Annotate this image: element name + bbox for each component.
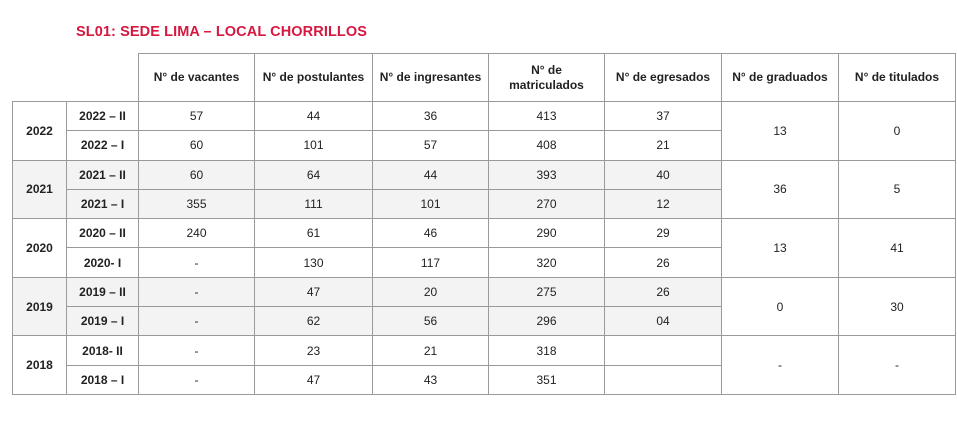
vacantes-cell: 240 — [139, 219, 255, 248]
vacantes-cell: - — [139, 248, 255, 277]
year-cell: 2020 — [13, 219, 67, 278]
header-ingresantes: N° de ingresantes — [373, 54, 489, 102]
egresados-cell: 40 — [605, 160, 722, 189]
ingresantes-cell: 46 — [373, 219, 489, 248]
header-postulantes: N° de postulantes — [255, 54, 373, 102]
header-blank-year — [13, 54, 67, 102]
table-row — [13, 336, 956, 365]
header-vacantes: N° de vacantes — [139, 54, 255, 102]
postulantes-cell: 23 — [255, 336, 373, 365]
postulantes-cell: 62 — [255, 307, 373, 336]
ingresantes-cell: 36 — [373, 102, 489, 131]
header-titulados: N° de titulados — [839, 54, 956, 102]
egresados-cell — [605, 336, 722, 365]
table-row — [13, 160, 956, 189]
semester-cell: 2018 – I — [67, 365, 139, 394]
semester-cell: 2021 – I — [67, 189, 139, 218]
egresados-cell: 26 — [605, 248, 722, 277]
matriculados-cell: 393 — [489, 160, 605, 189]
vacantes-cell: 60 — [139, 160, 255, 189]
vacantes-cell: 355 — [139, 189, 255, 218]
graduados-cell: 13 — [722, 219, 839, 278]
header-egresados: N° de egresados — [605, 54, 722, 102]
year-cell: 2019 — [13, 277, 67, 336]
matriculados-cell: 408 — [489, 131, 605, 160]
postulantes-cell: 44 — [255, 102, 373, 131]
header-blank-semester — [67, 54, 139, 102]
page-title: SL01: SEDE LIMA – LOCAL CHORRILLOS — [76, 24, 368, 40]
semester-cell: 2022 – II — [67, 102, 139, 131]
semester-cell: 2020 – II — [67, 219, 139, 248]
graduados-cell: - — [722, 336, 839, 395]
ingresantes-cell: 43 — [373, 365, 489, 394]
year-cell: 2022 — [13, 102, 67, 161]
semester-cell: 2021 – II — [67, 160, 139, 189]
graduados-cell: 0 — [722, 277, 839, 336]
header-graduados: N° de graduados — [722, 54, 839, 102]
egresados-cell — [605, 365, 722, 394]
table-row — [13, 102, 956, 131]
ingresantes-cell: 21 — [373, 336, 489, 365]
matriculados-cell: 296 — [489, 307, 605, 336]
statistics-table — [12, 53, 956, 395]
matriculados-cell: 275 — [489, 277, 605, 306]
matriculados-cell: 413 — [489, 102, 605, 131]
vacantes-cell: 57 — [139, 102, 255, 131]
egresados-cell: 29 — [605, 219, 722, 248]
ingresantes-cell: 101 — [373, 189, 489, 218]
ingresantes-cell: 57 — [373, 131, 489, 160]
table-body — [13, 102, 956, 395]
postulantes-cell: 130 — [255, 248, 373, 277]
egresados-cell: 21 — [605, 131, 722, 160]
egresados-cell: 04 — [605, 307, 722, 336]
postulantes-cell: 111 — [255, 189, 373, 218]
vacantes-cell: - — [139, 336, 255, 365]
titulados-cell: 5 — [839, 160, 956, 219]
semester-cell: 2022 – I — [67, 131, 139, 160]
vacantes-cell: - — [139, 307, 255, 336]
semester-cell: 2020- I — [67, 248, 139, 277]
ingresantes-cell: 44 — [373, 160, 489, 189]
ingresantes-cell: 20 — [373, 277, 489, 306]
table-row — [13, 219, 956, 248]
matriculados-cell: 351 — [489, 365, 605, 394]
titulados-cell: 30 — [839, 277, 956, 336]
titulados-cell: 41 — [839, 219, 956, 278]
postulantes-cell: 61 — [255, 219, 373, 248]
postulantes-cell: 64 — [255, 160, 373, 189]
titulados-cell: - — [839, 336, 956, 395]
semester-cell: 2018- II — [67, 336, 139, 365]
vacantes-cell: - — [139, 365, 255, 394]
vacantes-cell: 60 — [139, 131, 255, 160]
egresados-cell: 26 — [605, 277, 722, 306]
postulantes-cell: 101 — [255, 131, 373, 160]
header-matriculados-label: N° de matriculados — [509, 62, 584, 92]
titulados-cell: 0 — [839, 102, 956, 161]
year-cell: 2018 — [13, 336, 67, 395]
egresados-cell: 12 — [605, 189, 722, 218]
year-cell: 2021 — [13, 160, 67, 219]
matriculados-cell: 270 — [489, 189, 605, 218]
semester-cell: 2019 – II — [67, 277, 139, 306]
matriculados-cell: 290 — [489, 219, 605, 248]
ingresantes-cell: 117 — [373, 248, 489, 277]
vacantes-cell: - — [139, 277, 255, 306]
postulantes-cell: 47 — [255, 365, 373, 394]
ingresantes-cell: 56 — [373, 307, 489, 336]
semester-cell: 2019 – I — [67, 307, 139, 336]
postulantes-cell: 47 — [255, 277, 373, 306]
graduados-cell: 13 — [722, 102, 839, 161]
matriculados-cell: 318 — [489, 336, 605, 365]
header-row — [13, 54, 956, 102]
egresados-cell: 37 — [605, 102, 722, 131]
matriculados-cell: 320 — [489, 248, 605, 277]
table-row — [13, 277, 956, 306]
header-matriculados — [489, 54, 605, 102]
graduados-cell: 36 — [722, 160, 839, 219]
